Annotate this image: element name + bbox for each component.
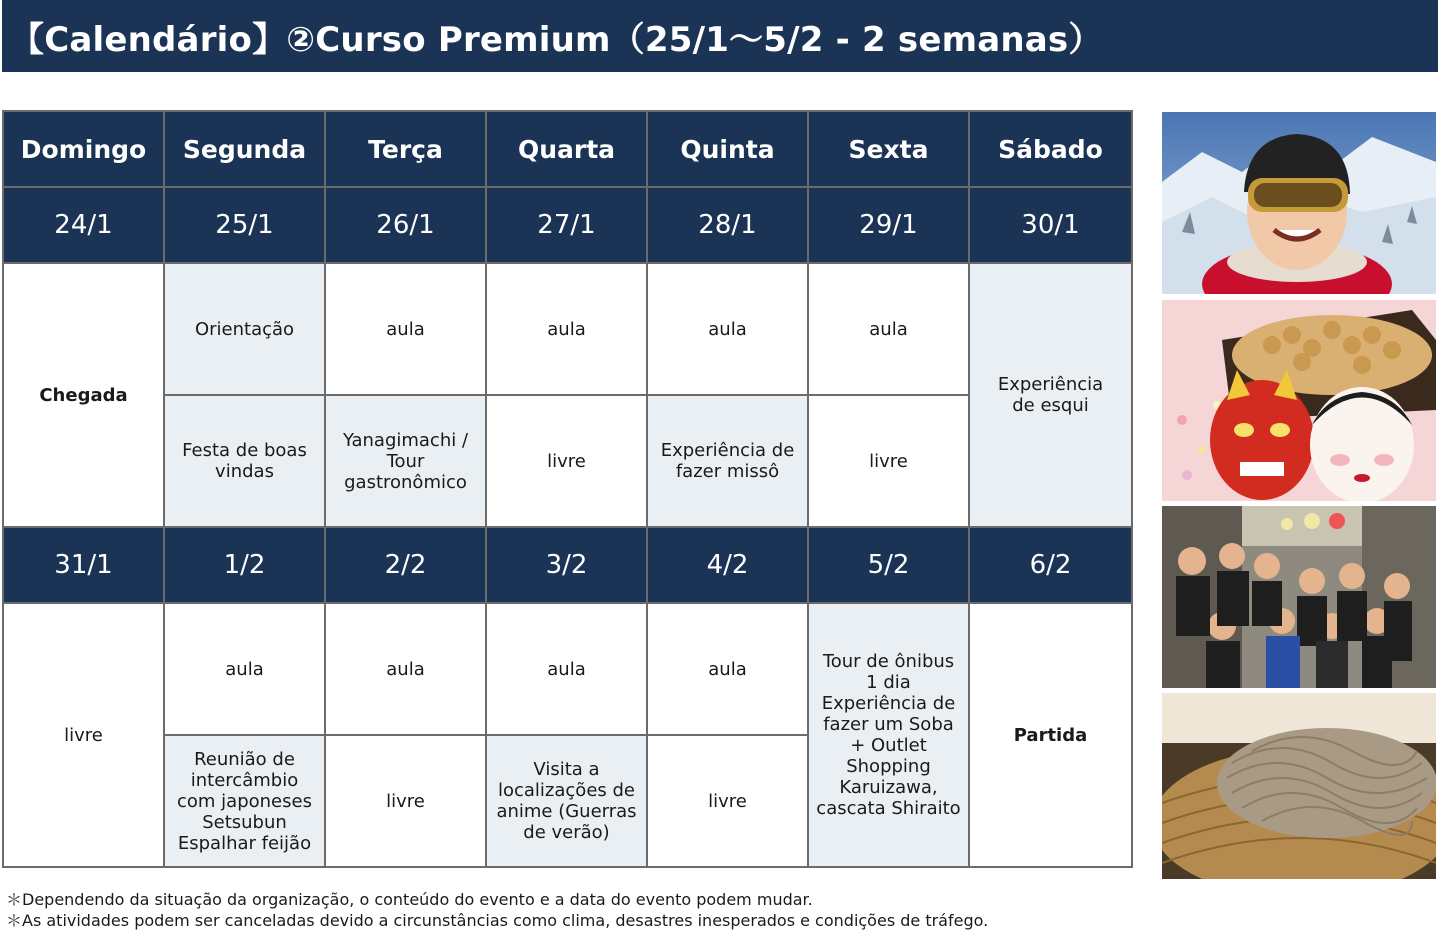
activity-cell: aula bbox=[647, 603, 808, 735]
activity-cell: livre bbox=[3, 603, 164, 867]
activity-cell: livre bbox=[808, 395, 969, 527]
weekday-header: Domingo bbox=[3, 111, 164, 187]
footnote: ＊As atividades podem ser canceladas devido a circunstâncias como clima, desastres inesperados e condições de tráfego. bbox=[6, 911, 989, 930]
activity-cell: aula bbox=[325, 263, 486, 395]
date-cell: 3/2 bbox=[486, 527, 647, 603]
date-cell: 6/2 bbox=[969, 527, 1132, 603]
weekday-header: Quarta bbox=[486, 111, 647, 187]
activity-row-week2-am bbox=[3, 603, 1132, 735]
activity-cell: Orientação bbox=[164, 263, 325, 395]
activity-cell: livre bbox=[325, 735, 486, 867]
date-cell: 24/1 bbox=[3, 187, 164, 263]
group-street-photo bbox=[1162, 506, 1436, 688]
date-cell: 1/2 bbox=[164, 527, 325, 603]
activity-cell: aula bbox=[486, 603, 647, 735]
date-cell: 30/1 bbox=[969, 187, 1132, 263]
weekday-header: Segunda bbox=[164, 111, 325, 187]
activity-cell: livre bbox=[486, 395, 647, 527]
date-cell: 29/1 bbox=[808, 187, 969, 263]
activity-cell: Partida bbox=[969, 603, 1132, 867]
soba-noodles-photo bbox=[1162, 693, 1436, 879]
date-row-week1 bbox=[3, 187, 1132, 263]
activity-cell: aula bbox=[647, 263, 808, 395]
page-title: 【Calendário】②Curso Premium（25/1〜5/2 - 2 semanas） bbox=[2, 0, 1438, 72]
activity-cell: Festa de boas vindas bbox=[164, 395, 325, 527]
activity-cell: Experiência de fazer missô bbox=[647, 395, 808, 527]
skier-photo bbox=[1162, 112, 1436, 294]
activity-cell: Experiência de esqui bbox=[969, 263, 1132, 527]
weekday-header-row bbox=[3, 111, 1132, 187]
activity-cell: livre bbox=[647, 735, 808, 867]
setsubun-masks-photo bbox=[1162, 300, 1436, 501]
activity-cell: aula bbox=[164, 603, 325, 735]
activity-cell: Visita a localizações de anime (Guerras de verão) bbox=[486, 735, 647, 867]
date-cell: 5/2 bbox=[808, 527, 969, 603]
activity-cell: aula bbox=[808, 263, 969, 395]
date-cell: 28/1 bbox=[647, 187, 808, 263]
activity-cell: aula bbox=[325, 603, 486, 735]
weekday-header: Sexta bbox=[808, 111, 969, 187]
activity-cell: aula bbox=[486, 263, 647, 395]
weekday-header: Sábado bbox=[969, 111, 1132, 187]
footnote: ＊Dependendo da situação da organização, o conteúdo do evento e a data do evento podem mudar. bbox=[6, 890, 813, 909]
activity-cell: Yanagimachi / Tour gastronômico bbox=[325, 395, 486, 527]
date-cell: 2/2 bbox=[325, 527, 486, 603]
date-cell: 25/1 bbox=[164, 187, 325, 263]
date-cell: 27/1 bbox=[486, 187, 647, 263]
activity-row-week1-pm bbox=[3, 395, 1132, 527]
activity-cell: Tour de ônibus 1 dia Experiência de fazer um Soba + Outlet Shopping Karuizawa, cascata Shiraito bbox=[808, 603, 969, 867]
date-cell: 26/1 bbox=[325, 187, 486, 263]
date-cell: 4/2 bbox=[647, 527, 808, 603]
calendar-table bbox=[2, 110, 1133, 868]
weekday-header: Terça bbox=[325, 111, 486, 187]
activity-cell: Chegada bbox=[3, 263, 164, 527]
date-cell: 31/1 bbox=[3, 527, 164, 603]
weekday-header: Quinta bbox=[647, 111, 808, 187]
activity-cell: Reunião de intercâmbio com japoneses Setsubun Espalhar feijão bbox=[164, 735, 325, 867]
date-row-week2 bbox=[3, 527, 1132, 603]
activity-row-week1-am bbox=[3, 263, 1132, 395]
